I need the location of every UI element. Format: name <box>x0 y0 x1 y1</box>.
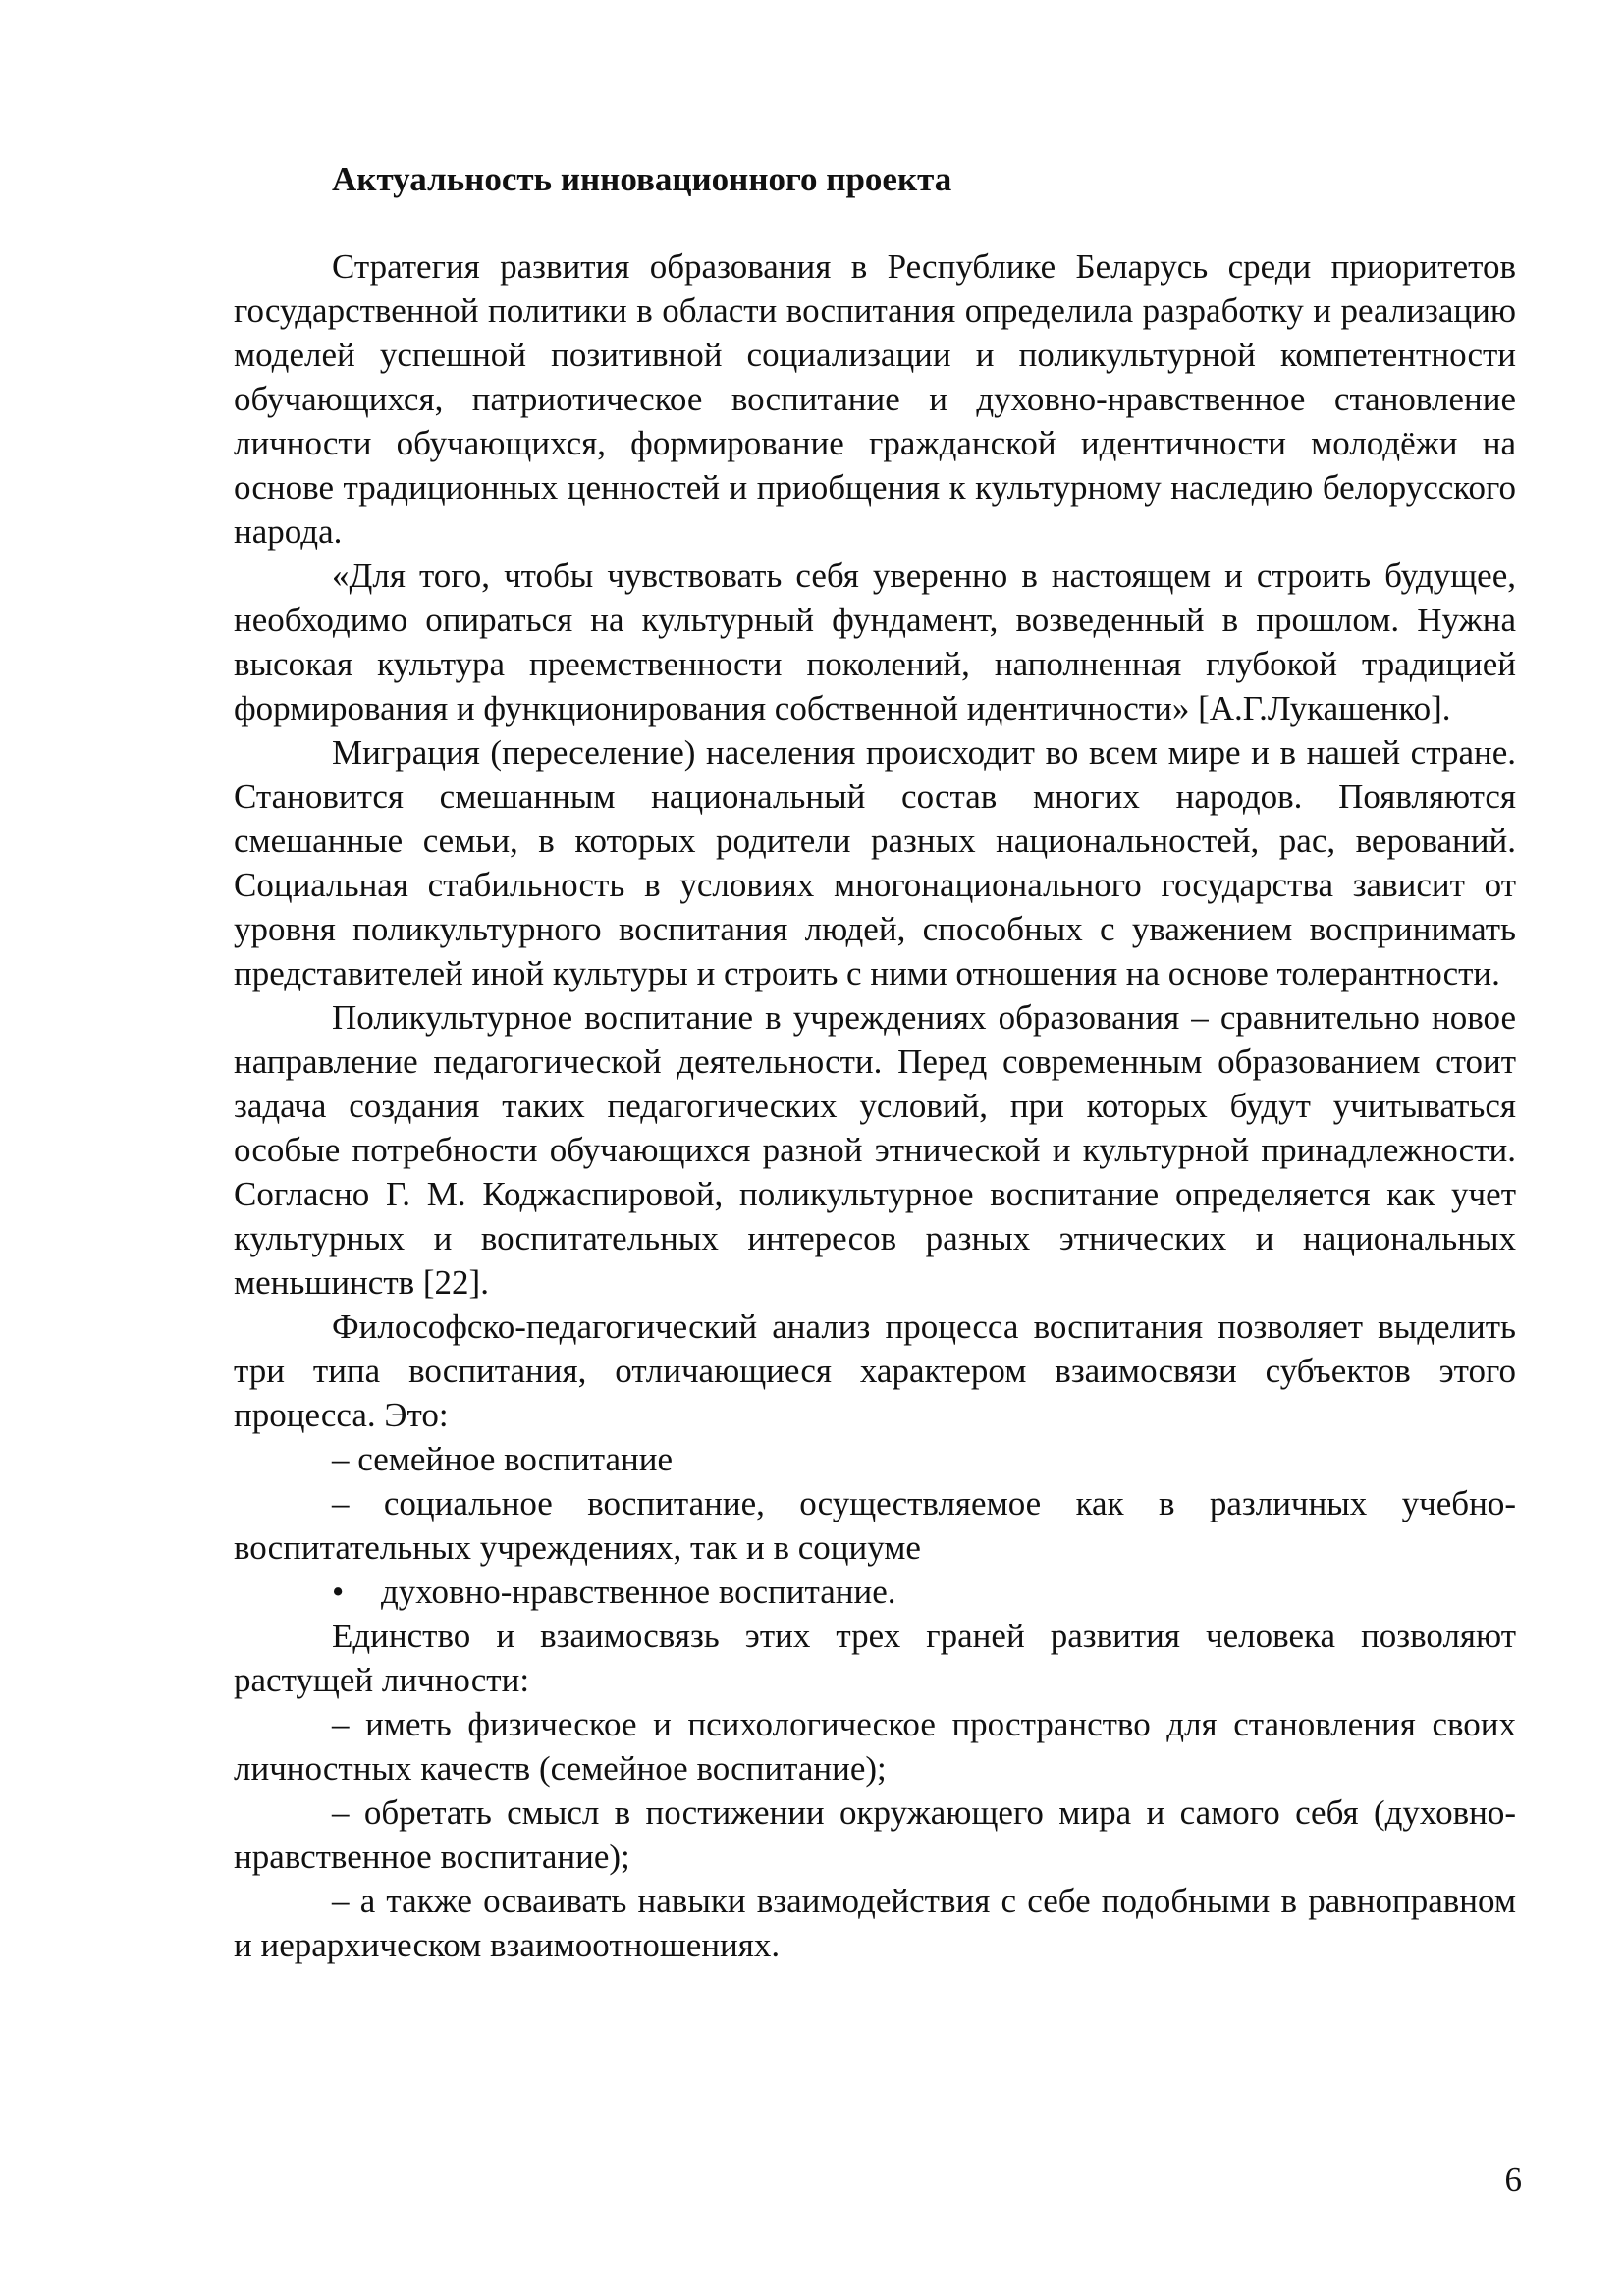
list-item-family: – семейное воспитание <box>332 1440 674 1478</box>
paragraph-quote: «Для того, чтобы чувствовать себя уверенно в настоящем и строить будущее, необходимо опираться на культурный фундамент, возведенный в прошлом. Нужна высокая культура преемственности поколений, наполненная глубокой традицией формирования и функционирования собственной идентичности» [А.Г.Лукашенко]. <box>234 557 1516 727</box>
paragraph-multicultural: Поликультурное воспитание в учреждениях образования – сравнительно новое направление педагогической деятельности. Перед современным образованием стоит задача создания таких педагогических условий, при которых будут учитываться особые потребности обучающихся разной этнической и культурной принадлежности. Согласно Г. М. Коджаспировой, поликультурное воспитание определяется как учет культурных и воспитательных интересов разных этнических и национальных меньшинств [22]. <box>234 998 1516 1302</box>
paragraph-analysis: Философско-педагогический анализ процесса воспитания позволяет выделить три типа воспитания, отличающиеся характером взаимосвязи субъектов этого процесса. Это: <box>234 1308 1516 1434</box>
list-item-meaning: – обретать смысл в постижении окружающего мира и самого себя (духовно-нравственное воспитание); <box>234 1793 1516 1876</box>
list-item-interaction: – а также осваивать навыки взаимодействия с себе подобными в равноправном и иерархическом взаимоотношениях. <box>234 1882 1516 1964</box>
paragraph-unity: Единство и взаимосвязь этих трех граней развития человека позволяют растущей личности: <box>234 1617 1516 1699</box>
paragraph-strategy: Стратегия развития образования в Республике Беларусь среди приоритетов государственной политики в области воспитания определила разработку и реализацию моделей успешной позитивной социализации и поликультурной компетентности обучающихся, патриотическое воспитание и духовно-нравственное становление личности обучающихся, формирование гражданской идентичности молодёжи на основе традиционных ценностей и приобщения к культурному наследию белорусского народа. <box>234 247 1516 551</box>
list-item-spiritual-text: духовно-нравственное воспитание. <box>381 1573 896 1611</box>
list-item-physical: – иметь физическое и психологическое пространство для становления своих личностных качеств (семейное воспитание); <box>234 1705 1516 1788</box>
paragraph-migration: Миграция (переселение) населения происходит во всем мире и в нашей стране. Становится смешанным национальный состав многих народов. Появляются смешанные семьи, в которых родители разных национальностей, рас, верований. Социальная стабильность в условиях многонационального государства зависит от уровня поликультурного воспитания людей, способных с уважением воспринимать представителей иной культуры и строить с ними отношения на основе толерантности. <box>234 733 1516 992</box>
bullet-icon: • <box>332 1573 345 1611</box>
page-number: 6 <box>1504 2161 1522 2199</box>
section-heading: Актуальность инновационного проекта <box>332 160 952 198</box>
page-content <box>234 157 1516 1967</box>
list-item-social: – социальное воспитание, осуществляемое как в различных учебно-воспитательных учреждениях, так и в социуме <box>234 1484 1516 1567</box>
list-item-spiritual <box>234 1570 1516 1614</box>
